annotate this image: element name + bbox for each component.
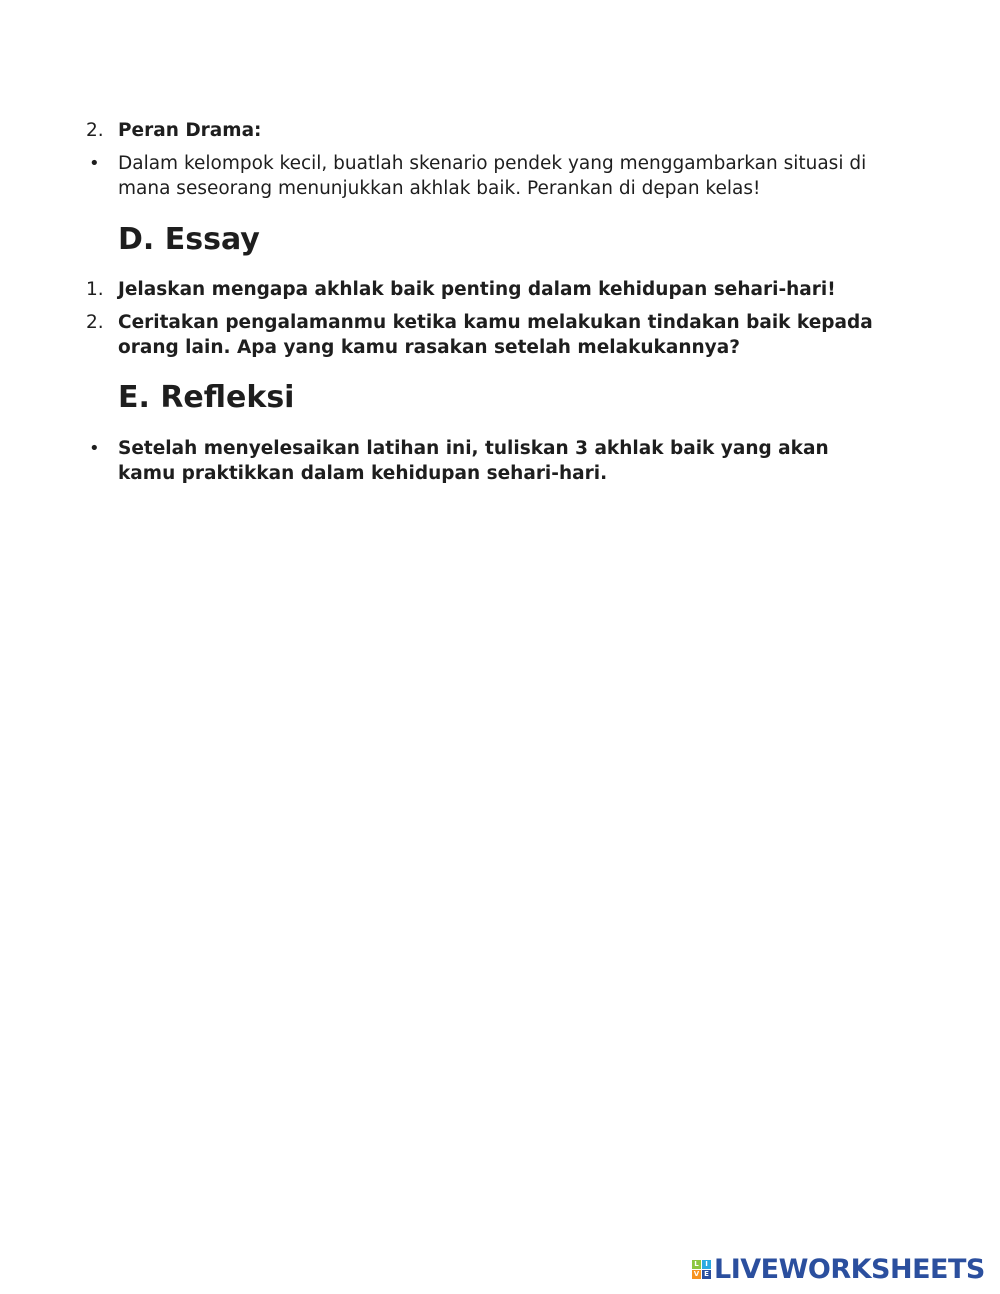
bullet-text: Setelah menyelesaikan latihan ini, tuliskan 3 akhlak baik yang akan kamu praktikkan dalam kehidupan sehari-hari. [118, 438, 829, 484]
section-heading-essay: D. Essay [118, 222, 260, 257]
bullet-item-refleksi [86, 436, 886, 488]
bullet-icon: • [89, 438, 100, 459]
question-text: Jelaskan mengapa akhlak baik penting dalam kehidupan sehari-hari! [118, 279, 836, 300]
bullet-item-drama [86, 151, 886, 203]
logo-letter: L [692, 1260, 701, 1269]
essay-question-2 [86, 310, 886, 362]
logo-wordmark: LIVEWORKSHEETS [714, 1253, 985, 1285]
bullet-text: Dalam kelompok kecil, buatlah skenario pendek yang menggambarkan situasi di mana seseorang menunjukkan akhlak baik. Perankan di depan kelas! [118, 153, 867, 199]
logo-mark-icon [692, 1260, 711, 1279]
logo-letter: I [702, 1260, 711, 1269]
bullet-icon: • [89, 153, 100, 174]
logo-letter: V [693, 1269, 700, 1278]
item-number: 2. [86, 312, 104, 333]
item-number: 1. [86, 279, 104, 300]
liveworksheets-logo [692, 1254, 985, 1284]
question-text: Ceritakan pengalamanmu ketika kamu melakukan tindakan baik kepada orang lain. Apa yang kamu rasakan setelah melakukannya? [118, 312, 873, 358]
logo-letter: E [702, 1270, 711, 1279]
item-number: 2. [86, 120, 104, 141]
item-title: Peran Drama: [118, 120, 262, 141]
section-heading-refleksi: E. Refleksi [118, 380, 295, 415]
